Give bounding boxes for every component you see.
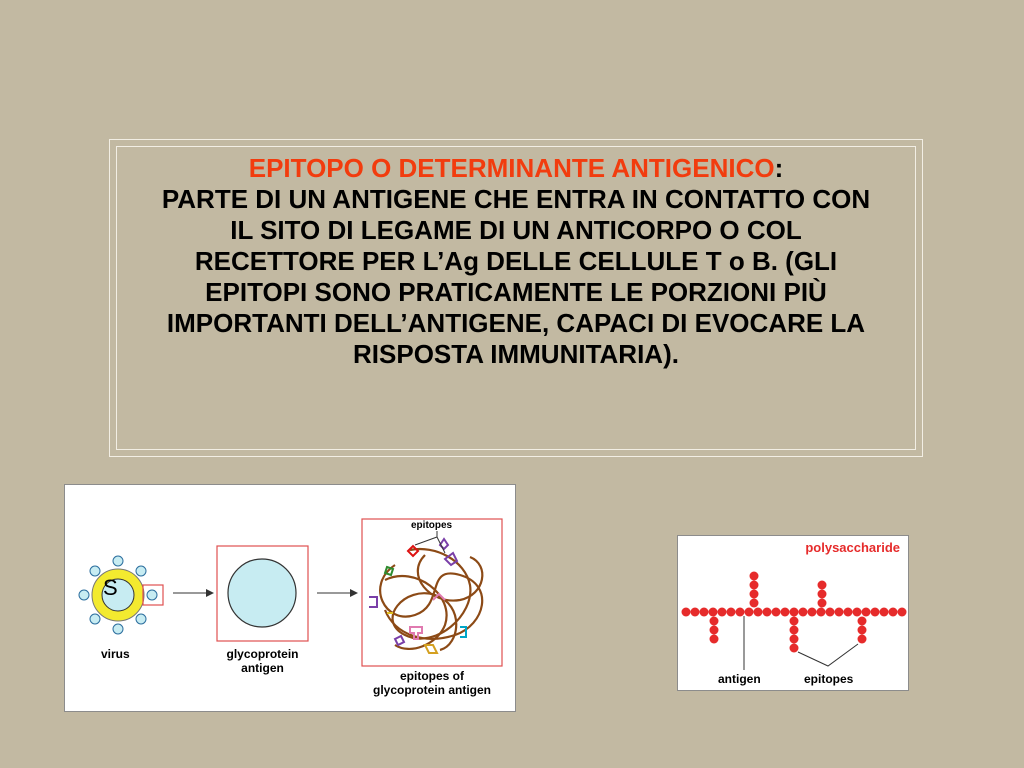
virus-letter: S (103, 575, 118, 600)
definition-inner-frame (116, 146, 916, 450)
polysaccharide-drawing (678, 536, 910, 692)
protein-chain (380, 549, 482, 650)
definition-body: PARTE DI UN ANTIGENE CHE ENTRA IN CONTATTO CON IL SITO DI LEGAME DI UN ANTICORPO O COL RECETTORE PER L’Ag DELLE CELLULE T o B. (GLI EPITOPI SONO PRATICAMENTE LE PORZIONI PIÙ IMPORTANTI DELL’ANTIGENE, CAPACI DI EVOCARE LA RISPOSTA IMMUNITARIA). (161, 184, 871, 369)
glycoprotein-label-line1: glycoprotein (226, 647, 299, 661)
virus-label: virus (101, 647, 130, 661)
virus-particle (79, 556, 163, 634)
epitopes-caption (351, 669, 513, 697)
definition-text (157, 153, 875, 370)
polysaccharide-epitopes-label: epitopes (804, 672, 854, 686)
glycoprotein-label (217, 647, 308, 675)
antigen-label: antigen (718, 672, 761, 686)
definition-term: EPITOPO O DETERMINANTE ANTIGENICO (248, 153, 775, 183)
polysaccharide-pointer-lines (744, 616, 858, 670)
epitopes-caption-line1: epitopes of (399, 669, 464, 683)
definition-colon: : (774, 153, 784, 183)
glycoprotein-label-line2: antigen (241, 661, 284, 675)
polysaccharide-figure (677, 535, 909, 691)
definition-box (109, 139, 923, 457)
virus-epitope-figure (64, 484, 516, 712)
polysaccharide-beads (682, 572, 907, 653)
epitopes-label: epitopes (411, 520, 453, 531)
polysaccharide-title: polysaccharide (805, 540, 900, 555)
glycoprotein-antigen-circle (228, 559, 296, 627)
epitopes-caption-line2: glycoprotein antigen (372, 683, 491, 697)
